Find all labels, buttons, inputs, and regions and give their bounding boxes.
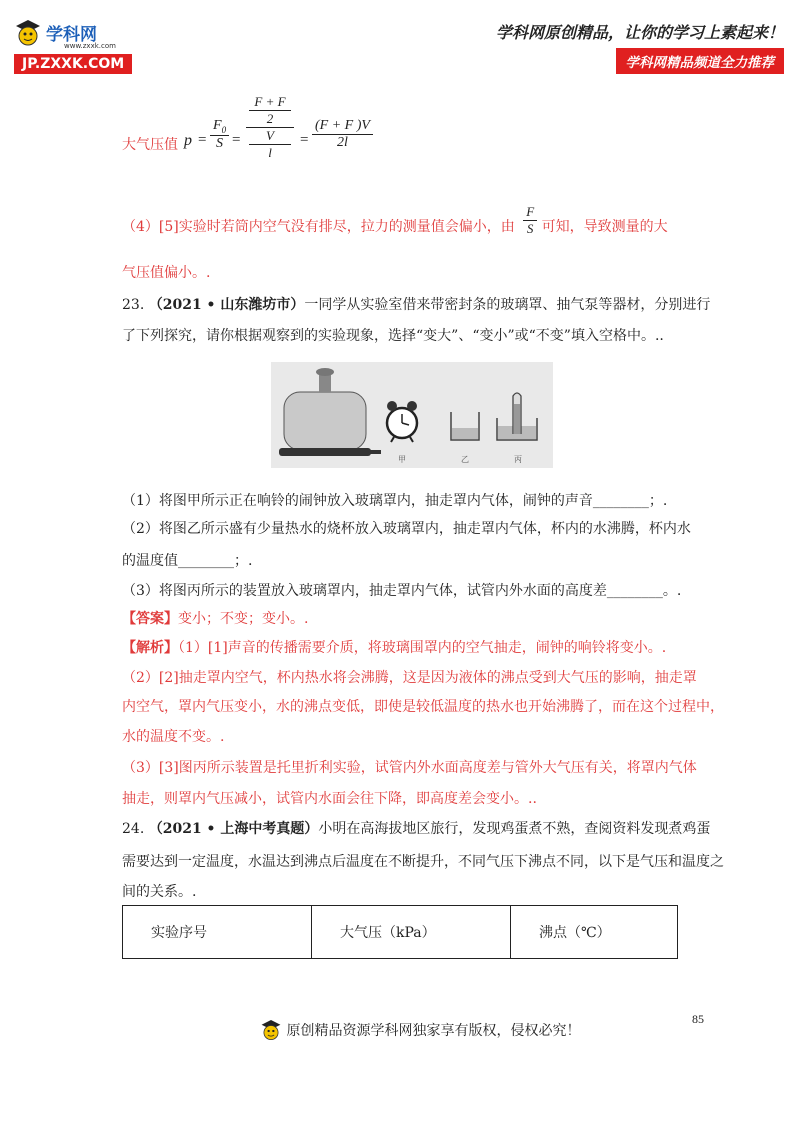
p-equals-f-over-s: $\frac{F}{S}$ bbox=[523, 204, 537, 237]
q24-stem-2: 需要达到一定温度，水温达到沸点后温度在不断提升，不同气压下沸点不同，以下是气压和温度之 bbox=[122, 854, 724, 870]
q24-stem-3: 间的关系。. bbox=[122, 884, 197, 900]
q23-analysis-2a: （2）[2]抽走罩内空气，杯内热水将会沸腾，这是因为液体的沸点受到大气压的影响，抽走罩 bbox=[122, 670, 697, 686]
formula-eq: = bbox=[198, 132, 207, 148]
header-slogan: 学科网原创精品，让你的学习上素起来！ bbox=[495, 23, 784, 42]
beaker-icon bbox=[451, 412, 479, 440]
q24-stem-1: 24. （2021 • 上海中考真题）小明在高海拔地区旅行，发现鸡蛋煮不熟，查阅资料发现煮鸡蛋 bbox=[122, 821, 711, 837]
q23-analysis-2c: 水的温度不变。. bbox=[122, 729, 225, 745]
table-header-cell: 实验序号 bbox=[123, 906, 312, 959]
fig-label-yi: 乙 bbox=[461, 455, 469, 464]
fraction-f0-s: $\frac{F_0}{S}$ bbox=[210, 118, 229, 152]
q23-analysis-3b: 抽走，则罩内气压减小，试管内水面会往下降，即高度差会变小。.. bbox=[122, 791, 537, 807]
pressure-boiling-table bbox=[122, 905, 678, 959]
footer-copyright: 原创精品资源学科网独家享有版权，侵权必究！ bbox=[260, 1018, 580, 1044]
q23-sub2b: 的温度值________；. bbox=[122, 553, 253, 569]
table-header-row bbox=[123, 906, 678, 959]
header-tagline: 学科网精品频道全力推荐 bbox=[616, 48, 785, 74]
q23-analysis-2b: 内空气，罩内气压变小，水的沸点变低，即使是较低温度的热水也开始沸腾了，而在这个过程中， bbox=[122, 699, 724, 715]
formula-p: p bbox=[184, 132, 192, 149]
table-header-cell: 大气压（kPa） bbox=[312, 906, 511, 959]
q23-sub2a: （2）将图乙所示盛有少量热水的烧杯放入玻璃罩内，抽走罩内气体，杯内的水沸腾，杯内水 bbox=[122, 521, 691, 537]
fig-label-bing: 丙 bbox=[514, 455, 522, 464]
mascot-icon bbox=[260, 1018, 282, 1044]
fig-label-jia: 甲 bbox=[398, 455, 406, 464]
pressure-formula bbox=[122, 94, 392, 178]
q23-sub1: （1）将图甲所示正在响铃的闹钟放入玻璃罩内，抽走罩内气体，闹钟的声音________；. bbox=[122, 493, 668, 509]
q23-answer: 【答案】变小；不变；变小。. bbox=[122, 611, 309, 627]
q23-stem-2: 了下列探究，请你根据观察到的实验现象，选择“变大”、“变小”或“不变”填入空格中。.. bbox=[122, 328, 664, 344]
logo bbox=[14, 12, 164, 76]
table-header-cell: 沸点（℃） bbox=[511, 906, 678, 959]
q23-sub3: （3）将图丙所示的装置放入玻璃罩内，抽走罩内气体，试管内外水面的高度差________。. bbox=[122, 583, 682, 599]
experiment-figure bbox=[271, 362, 553, 468]
q23-analysis-3a: （3）[3]图丙所示装置是托里折利实验，试管内外水面高度差与管外大气压有关，将罩内气体 bbox=[122, 760, 697, 776]
page-number: 85 bbox=[692, 1012, 704, 1026]
part4-line-c: 气压值偏小。. bbox=[122, 265, 211, 281]
bell-jar-icon bbox=[279, 368, 381, 456]
logo-name: 学科网 bbox=[46, 25, 97, 45]
q23-stem-1: 23. （2021 • 山东潍坊市）一同学从实验室借来带密封条的玻璃罩、抽气泵等器材，分别进行 bbox=[122, 297, 711, 313]
fraction-compound: F + F 2 V l bbox=[246, 94, 294, 161]
mascot-icon bbox=[14, 18, 42, 50]
test-tube-icon bbox=[497, 393, 537, 440]
formula-label: 大气压值 bbox=[122, 137, 178, 153]
q23-analysis-1: 【解析】（1）[1]声音的传播需要介质，将玻璃围罩内的空气抽走，闹钟的响铃将变小。. bbox=[122, 640, 667, 656]
logo-small-url: www.zxxk.com bbox=[64, 42, 116, 50]
formula-eq: = bbox=[300, 132, 309, 148]
part4-line-a: （4）[5]实验时若筒内空气没有排尽，拉力的测量值会偏小，由 $\frac{F}{S}$ 可知，导致测量的大 bbox=[122, 203, 668, 236]
formula-eq: = bbox=[232, 132, 241, 148]
alarm-clock-icon bbox=[387, 401, 417, 442]
fraction-result: $\frac{(F + F )V}{2l}$ bbox=[312, 118, 373, 151]
logo-domain: JP.ZXXK.COM bbox=[14, 54, 132, 74]
